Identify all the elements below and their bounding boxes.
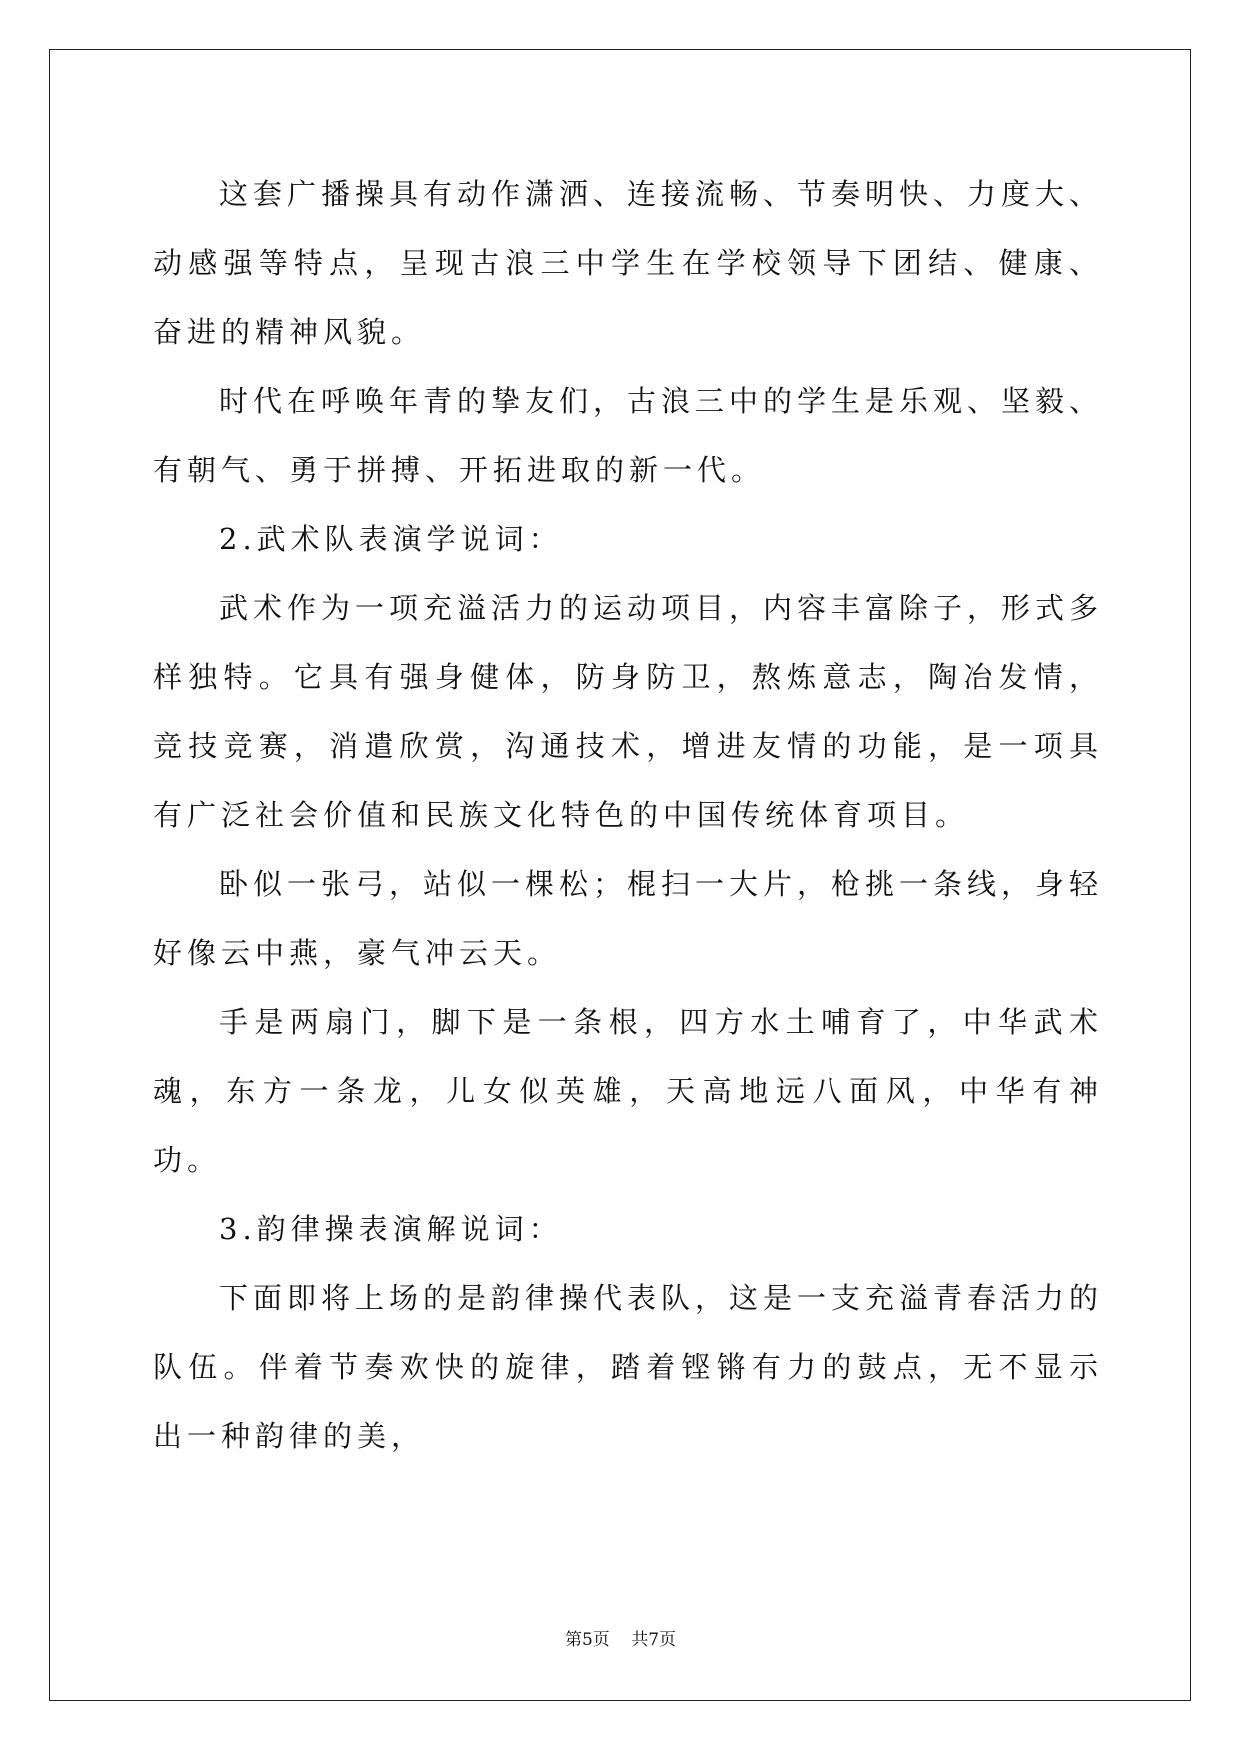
paragraph: 时代在呼唤年青的挚友们，古浪三中的学生是乐观、坚毅、有朝气、勇于拼搏、开拓进取的新一代。 [153,384,1104,487]
page-number: 第5页 [564,1630,610,1650]
section-heading: 3.韵律操表演解说词： [219,1212,563,1246]
paragraph: 武术作为一项充溢活力的运动项目，内容丰富除子，形式多样独特。它具有强身健体，防身防卫，熬炼意志，陶冶发情，竞技竞赛，消遣欣赏，沟通技术，增进友情的功能，是一项具有广泛社会价值和民族文化特色的中国传统体育项目。 [153,591,1104,832]
section-heading: 2.武术队表演学说词： [219,522,563,556]
page-footer [0,1625,1241,1650]
paragraph: 这套广播操具有动作潇洒、连接流畅、节奏明快、力度大、动感强等特点，呈现古浪三中学生在学校领导下团结、健康、奋进的精神风貌。 [153,177,1104,349]
paragraph: 卧似一张弓，站似一棵松；棍扫一大片，枪挑一条线，身轻好像云中燕，豪气冲云天。 [153,867,1104,970]
paragraph: 手是两扇门，脚下是一条根，四方水土哺育了，中华武术魂，东方一条龙，儿女似英雄，天高地远八面风，中华有神功。 [153,1005,1103,1177]
page-total: 共7页 [631,1630,677,1650]
paragraph: 下面即将上场的是韵律操代表队，这是一支充溢青春活力的队伍。伴着节奏欢快的旋律，踏着铿锵有力的鼓点，无不显示出一种韵律的美， [153,1281,1104,1453]
document-body [153,160,1103,1471]
